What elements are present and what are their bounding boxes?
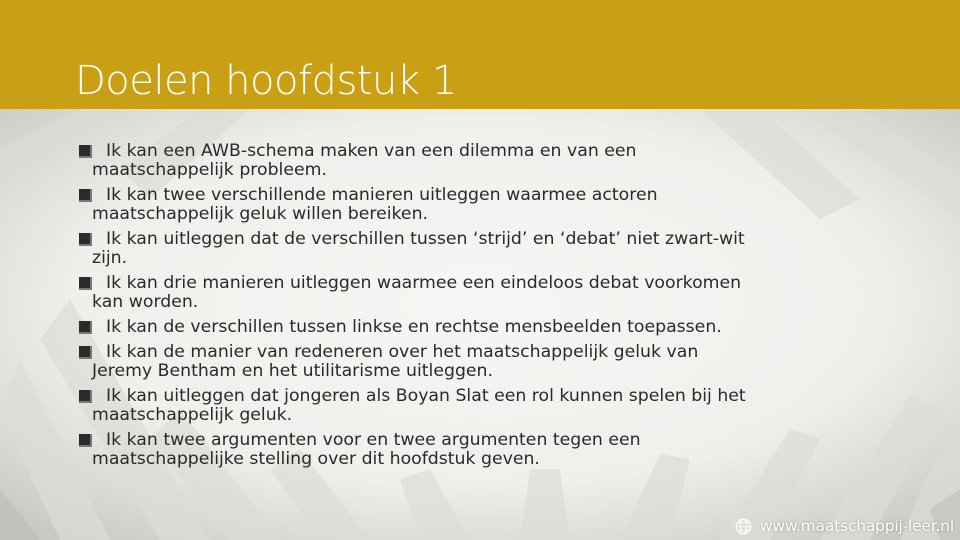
item-text-line2: maatschappelijk probleem. xyxy=(92,160,327,180)
checkbox-icon xyxy=(79,346,92,359)
item-text-line2: maatschappelijk geluk. xyxy=(92,405,293,425)
list-item xyxy=(76,274,876,312)
item-text-line2: maatschappelijke stelling over dit hoofdstuk geven. xyxy=(92,449,540,469)
checkbox-icon xyxy=(79,321,92,334)
item-text-line2: zijn. xyxy=(92,248,128,268)
list-item xyxy=(76,343,876,381)
globe-icon xyxy=(735,518,752,535)
item-text-line1: Ik kan uitleggen dat de verschillen tussen ‘strijd’ en ‘debat’ niet zwart-wit xyxy=(106,229,745,249)
item-text-line1: Ik kan een AWB-schema maken van een dilemma en van een xyxy=(106,141,637,161)
goals-list xyxy=(76,142,876,475)
item-text-line2: Jeremy Bentham en het utilitarisme uitleggen. xyxy=(92,361,494,381)
footer xyxy=(735,516,954,536)
item-text-line2: kan worden. xyxy=(92,292,199,312)
item-text-line2: maatschappelijk geluk willen bereiken. xyxy=(92,204,429,224)
item-text-line1: Ik kan drie manieren uitleggen waarmee een eindeloos debat voorkomen xyxy=(106,273,742,293)
list-item xyxy=(76,186,876,224)
checkbox-icon xyxy=(79,189,92,202)
list-item xyxy=(76,142,876,180)
website-url[interactable]: www.maatschappij-leer.nl xyxy=(759,517,954,535)
list-item xyxy=(76,431,876,469)
checkbox-icon xyxy=(79,145,92,158)
item-text-line1: Ik kan de verschillen tussen linkse en rechtse mensbeelden toepassen. xyxy=(106,317,722,337)
list-item xyxy=(76,318,876,337)
list-item xyxy=(76,387,876,425)
item-text-line1: Ik kan twee argumenten voor en twee argumenten tegen een xyxy=(106,430,641,450)
item-text-line1: Ik kan uitleggen dat jongeren als Boyan Slat een rol kunnen spelen bij het xyxy=(106,386,746,406)
checkbox-icon xyxy=(79,434,92,447)
item-text-line1: Ik kan twee verschillende manieren uitleggen waarmee actoren xyxy=(106,185,658,205)
checkbox-icon xyxy=(79,390,92,403)
item-text-line1: Ik kan de manier van redeneren over het maatschappelijk geluk van xyxy=(106,342,699,362)
list-item xyxy=(76,230,876,268)
slide-title: Doelen hoofdstuk 1 xyxy=(75,58,457,104)
checkbox-icon xyxy=(79,233,92,246)
checkbox-icon xyxy=(79,277,92,290)
